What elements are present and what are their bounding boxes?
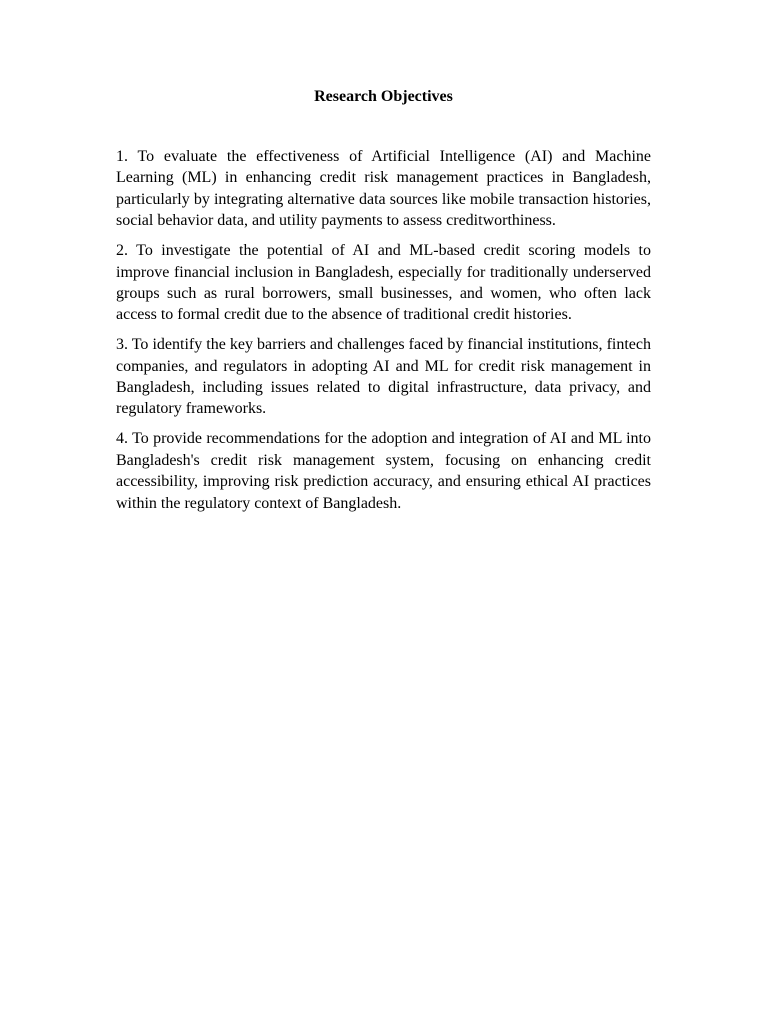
objective-paragraph-3: 3. To identify the key barriers and challenges faced by financial institutions, fintech companies, and regulators in adopting AI and ML for credit risk management in Bangladesh, including issues related to digital infrastructure, data privacy, and regulatory frameworks.: [116, 336, 651, 418]
document-title: Research Objectives: [314, 88, 453, 105]
objective-paragraph-4: 4. To provide recommendations for the adoption and integration of AI and ML into Bangladesh's credit risk management system, focusing on enhancing credit accessibility, improving risk prediction accuracy, and ensuring ethical AI practices within the regulatory context of Bangladesh.: [116, 430, 651, 512]
document-page: [116, 86, 651, 523]
objective-paragraph-2: 2. To investigate the potential of AI and ML-based credit scoring models to improve financial inclusion in Bangladesh, especially for traditionally underserved groups such as rural borrowers, small businesses, and women, who often lack access to formal credit due to the absence of traditional credit histories.: [116, 242, 651, 324]
objective-paragraph-1: 1. To evaluate the effectiveness of Artificial Intelligence (AI) and Machine Learning (ML) in enhancing credit risk management practices in Bangladesh, particularly by integrating alternative data sources like mobile transaction histories, social behavior data, and utility payments to assess creditworthiness.: [116, 148, 651, 230]
